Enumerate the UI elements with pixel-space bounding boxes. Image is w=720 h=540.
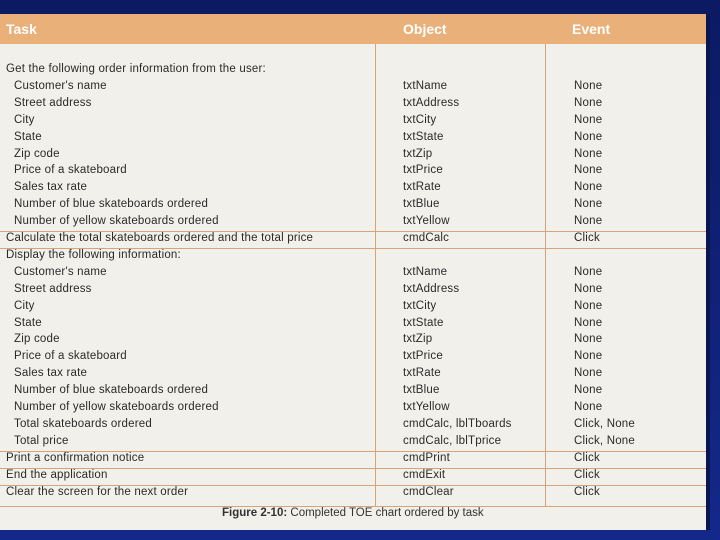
object-cell: cmdClear <box>403 485 454 498</box>
table-row <box>0 282 706 299</box>
caption-text: Completed TOE chart ordered by task <box>290 507 484 519</box>
table-row <box>0 400 706 417</box>
object-cell: txtState <box>403 130 444 143</box>
task-cell: Zip code <box>14 147 60 160</box>
task-cell: Total price <box>14 434 69 447</box>
object-cell: cmdPrint <box>403 451 450 464</box>
event-cell: Click, None <box>574 434 635 447</box>
event-cell: None <box>574 401 603 413</box>
event-cell: None <box>574 333 603 346</box>
event-cell: None <box>574 164 603 177</box>
task-cell: Street address <box>14 96 92 109</box>
table-row <box>0 248 706 265</box>
table-row <box>0 79 706 96</box>
object-cell: txtRate <box>403 367 441 380</box>
event-cell: None <box>574 147 603 160</box>
task-cell: Price of a skateboard <box>14 164 127 177</box>
task-cell: Customer's name <box>14 79 107 92</box>
task-cell: Street address <box>14 282 92 295</box>
header-task: Task <box>6 21 37 37</box>
event-cell: None <box>574 198 603 211</box>
event-cell: Click, None <box>574 417 635 430</box>
table-row <box>0 316 706 333</box>
header-object: Object <box>403 21 447 37</box>
task-cell: Number of blue skateboards ordered <box>14 384 209 397</box>
object-cell: txtYellow <box>403 215 450 228</box>
event-cell: None <box>574 282 603 295</box>
table-row <box>0 366 706 383</box>
document-page <box>0 14 706 530</box>
task-cell: Get the following order information from the user: <box>6 63 266 75</box>
event-cell: None <box>574 384 603 397</box>
object-cell: cmdExit <box>403 468 446 481</box>
toe-chart <box>0 14 706 510</box>
task-cell: Number of yellow skateboards ordered <box>14 215 219 228</box>
object-cell: txtCity <box>403 299 437 312</box>
table-row <box>0 451 706 469</box>
object-cell: txtZip <box>403 333 433 346</box>
event-cell: None <box>574 130 603 143</box>
table-row <box>0 214 706 232</box>
task-cell: Price of a skateboard <box>14 350 127 363</box>
object-cell: txtYellow <box>403 401 450 413</box>
object-cell: txtRate <box>403 181 441 194</box>
object-cell: txtPrice <box>403 164 443 177</box>
object-cell: txtBlue <box>403 198 440 211</box>
task-cell: Clear the screen for the next order <box>6 485 189 498</box>
table-row <box>0 434 706 452</box>
task-cell: Customer's name <box>14 265 107 278</box>
table-row <box>0 417 706 434</box>
object-cell: txtName <box>403 265 448 278</box>
object-cell: txtState <box>403 316 444 329</box>
table-row <box>0 299 706 316</box>
table-row <box>0 485 706 502</box>
event-cell: None <box>574 113 603 126</box>
table-row <box>0 62 706 79</box>
object-cell: txtName <box>403 79 448 92</box>
event-cell: None <box>574 299 603 312</box>
table-row <box>0 180 706 197</box>
task-cell: State <box>14 316 42 329</box>
event-cell: None <box>574 367 603 380</box>
table-row <box>0 349 706 366</box>
task-cell: Number of blue skateboards ordered <box>14 198 209 211</box>
event-cell: None <box>574 181 603 194</box>
table-row <box>0 96 706 113</box>
table-row <box>0 265 706 282</box>
task-cell: Zip code <box>14 333 60 346</box>
event-cell: None <box>574 265 603 278</box>
task-cell: City <box>14 299 35 312</box>
task-cell: Sales tax rate <box>14 181 88 194</box>
figure-caption <box>222 507 484 519</box>
table-row <box>0 383 706 400</box>
table-header <box>0 14 706 44</box>
event-cell: None <box>574 316 603 329</box>
event-cell: None <box>574 350 603 363</box>
object-cell: txtAddress <box>403 282 460 295</box>
task-cell: Number of yellow skateboards ordered <box>14 401 219 413</box>
object-cell: cmdCalc <box>403 232 450 244</box>
table-row <box>0 163 706 180</box>
event-cell: Click <box>574 232 600 244</box>
object-cell: txtCity <box>403 113 437 126</box>
task-cell: Sales tax rate <box>14 367 88 380</box>
task-cell: End the application <box>6 468 108 481</box>
task-cell: State <box>14 130 42 143</box>
event-cell: Click <box>574 451 600 464</box>
event-cell: None <box>574 79 603 92</box>
header-event: Event <box>572 21 611 37</box>
table-row <box>0 113 706 130</box>
table-row <box>0 197 706 214</box>
table-row <box>0 231 706 249</box>
object-cell: txtBlue <box>403 384 440 397</box>
event-cell: Click <box>574 485 600 498</box>
table-row <box>0 147 706 164</box>
event-cell: Click <box>574 468 600 481</box>
task-cell: Display the following information: <box>6 248 181 261</box>
table-row <box>0 468 706 486</box>
caption-label: Figure 2-10: <box>222 507 288 519</box>
task-cell: Calculate the total skateboards ordered and the total price <box>6 232 314 244</box>
event-cell: None <box>574 96 603 109</box>
object-cell: txtAddress <box>403 96 460 109</box>
event-cell: None <box>574 215 603 228</box>
task-cell: Print a confirmation notice <box>6 451 145 464</box>
object-cell: txtPrice <box>403 350 443 363</box>
table-row <box>0 130 706 147</box>
task-cell: Total skateboards ordered <box>14 417 152 430</box>
object-cell: cmdCalc, lblTprice <box>403 434 502 447</box>
object-cell: txtZip <box>403 147 433 160</box>
task-cell: City <box>14 113 35 126</box>
object-cell: cmdCalc, lblTboards <box>403 417 512 430</box>
table-row <box>0 332 706 349</box>
